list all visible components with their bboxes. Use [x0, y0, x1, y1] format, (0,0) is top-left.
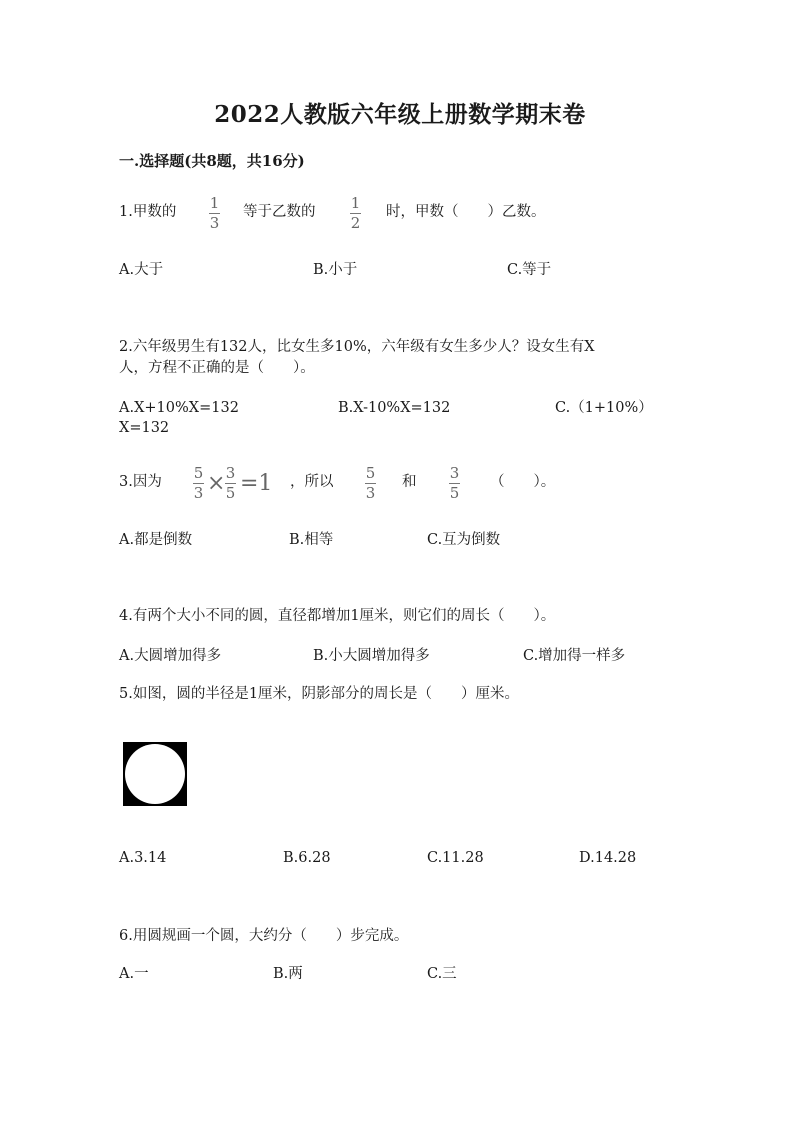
- q1-fraction-b: [350, 196, 361, 231]
- q1-option-c[interactable]: C.等于: [507, 262, 552, 278]
- q5-option-b[interactable]: B.6.28: [283, 850, 331, 866]
- q1-option-a[interactable]: A.大于: [119, 262, 164, 278]
- q6-option-c[interactable]: C.三: [427, 966, 457, 982]
- inscribed-circle: [125, 744, 185, 804]
- q5-option-d[interactable]: D.14.28: [579, 850, 637, 866]
- q3-eq-frac-a-denominator: 3: [193, 484, 204, 502]
- q1-middle-text: 等于乙数的: [243, 204, 316, 220]
- q3-prefix: 3.因为: [119, 474, 162, 490]
- q2-line-1: 2.六年级男生有132人，比女生多10%，六年级有女生多少人？设女生有X: [119, 339, 595, 355]
- q1-fraction-a-denominator: 3: [209, 214, 220, 232]
- q6-option-a[interactable]: A.一: [119, 966, 149, 982]
- q6-option-b[interactable]: B.两: [273, 966, 303, 982]
- q3-and-text: 和: [402, 474, 417, 490]
- q3-eq-frac-a-numerator: 5: [193, 464, 204, 482]
- section-heading: 一.选择题(共8题，共16分): [119, 152, 305, 170]
- q2-line-2: 人，方程不正确的是（ ）。: [119, 360, 315, 376]
- q4-option-a[interactable]: A.大圆增加得多: [119, 648, 222, 664]
- q3-eq-frac-b-denominator: 5: [225, 484, 236, 502]
- q3-fraction-b-denominator: 5: [449, 484, 460, 502]
- q3-suffix: （ ）。: [490, 474, 556, 490]
- q3-eq-frac-b-numerator: 3: [225, 464, 236, 482]
- q3-option-b[interactable]: B.相等: [289, 532, 334, 548]
- q5-text: 5.如图，圆的半径是1厘米，阴影部分的周长是（ ）厘米。: [119, 686, 520, 702]
- q3-middle-text: ，所以: [290, 474, 334, 490]
- q3-option-a[interactable]: A.都是倒数: [119, 532, 193, 548]
- q3-fraction-b: [449, 466, 460, 501]
- q3-fraction-a: [365, 466, 376, 501]
- q6-text: 6.用圆规画一个圆，大约分（ ）步完成。: [119, 928, 409, 944]
- q4-option-c[interactable]: C.增加得一样多: [523, 648, 626, 664]
- q1-suffix: 时，甲数（ ）乙数。: [386, 204, 546, 220]
- q3-equation-result: =1: [240, 471, 273, 496]
- q1-fraction-a-numerator: 1: [209, 194, 220, 212]
- q5-option-c[interactable]: C.11.28: [427, 850, 484, 866]
- q2-option-c-continued: X=132: [119, 420, 170, 436]
- q5-option-a[interactable]: A.3.14: [119, 850, 167, 866]
- page-title: 2022人教版六年级上册数学期末卷: [214, 101, 586, 128]
- q3-option-c[interactable]: C.互为倒数: [427, 532, 501, 548]
- q1-option-b[interactable]: B.小于: [313, 262, 358, 278]
- q3-equation-fraction-a: [193, 466, 204, 501]
- q4-option-b[interactable]: B.小大圆增加得多: [313, 648, 430, 664]
- q1-fraction-b-denominator: 2: [350, 214, 361, 232]
- q1-prefix: 1.甲数的: [119, 204, 177, 220]
- q2-option-c[interactable]: C.（1+10%）: [555, 400, 653, 416]
- q4-text: 4.有两个大小不同的圆，直径都增加1厘米，则它们的周长（ ）。: [119, 608, 556, 624]
- shaded-square-figure: [123, 742, 187, 806]
- q1-fraction-b-numerator: 1: [350, 194, 361, 212]
- q2-option-b[interactable]: B.X-10%X=132: [338, 400, 451, 416]
- q3-fraction-a-denominator: 3: [365, 484, 376, 502]
- q3-fraction-b-numerator: 3: [449, 464, 460, 482]
- q3-equation-fraction-b: [225, 466, 236, 501]
- q1-fraction-a: [209, 196, 220, 231]
- times-sign: ×: [207, 471, 226, 496]
- q3-fraction-a-numerator: 5: [365, 464, 376, 482]
- q2-option-a[interactable]: A.X+10%X=132: [119, 400, 239, 416]
